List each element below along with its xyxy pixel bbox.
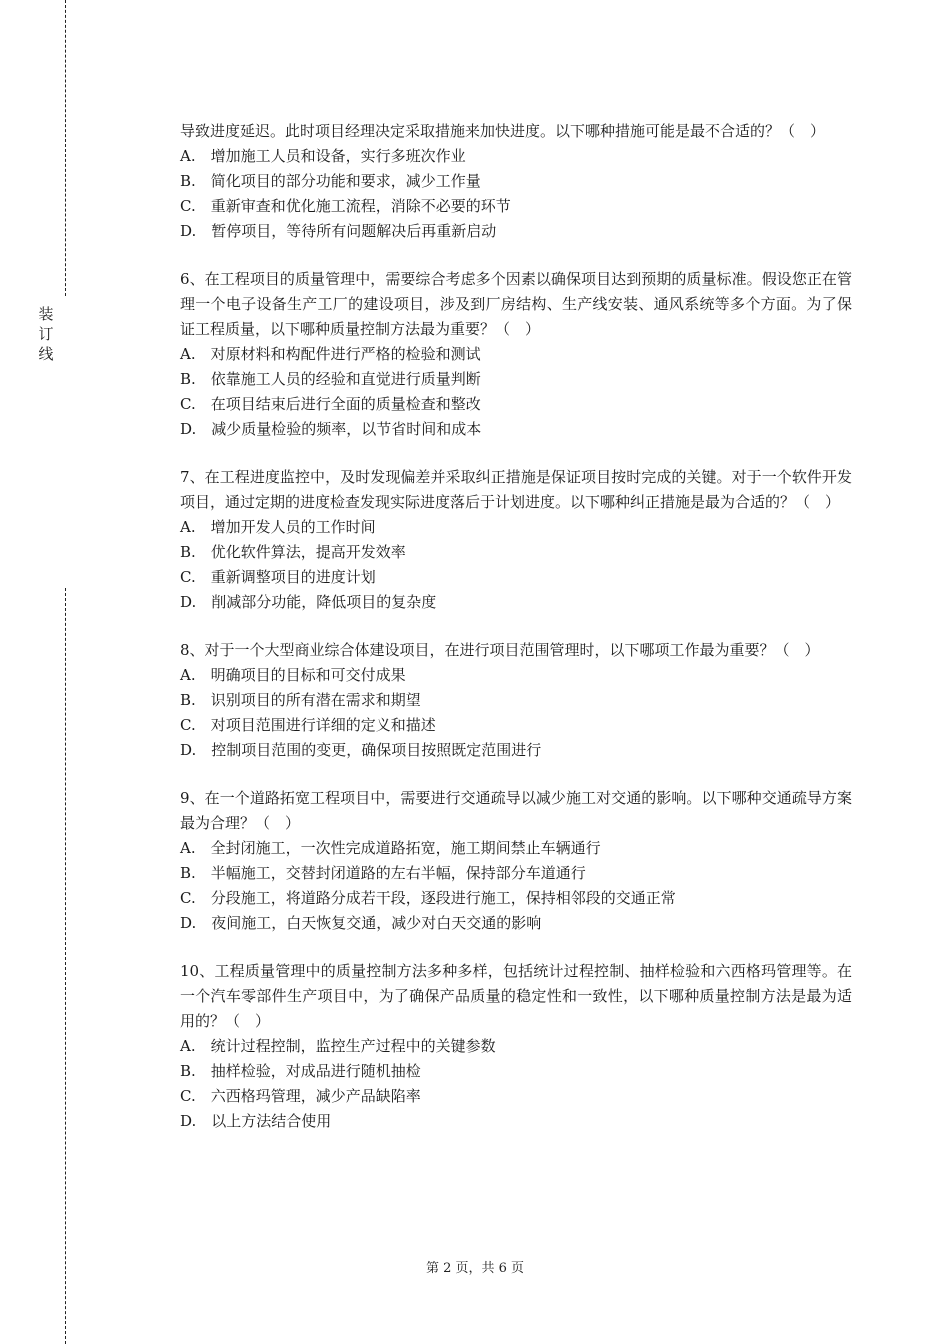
option-b: B. 依靠施工人员的经验和直觉进行质量判断 bbox=[180, 370, 481, 388]
option-a: A. 对原材料和构配件进行严格的检验和测试 bbox=[180, 345, 481, 363]
option-d: D. 暂停项目，等待所有问题解决后再重新启动 bbox=[180, 222, 497, 240]
question-9 bbox=[180, 786, 852, 936]
option-c: C. 六西格玛管理，减少产品缺陷率 bbox=[180, 1087, 421, 1105]
question-8 bbox=[180, 638, 852, 763]
question-text: 9、在一个道路拓宽工程项目中，需要进行交通疏导以减少施工对交通的影响。以下哪种交通疏导方案最为合理？（ ） bbox=[180, 789, 852, 832]
binding-label bbox=[36, 304, 56, 364]
option-a: A. 统计过程控制，监控生产过程中的关键参数 bbox=[180, 1037, 496, 1055]
question-text: 8、对于一个大型商业综合体建设项目，在进行项目范围管理时，以下哪项工作最为重要？（ ） bbox=[180, 641, 820, 659]
question-5-continued bbox=[180, 119, 852, 244]
option-d: D. 控制项目范围的变更，确保项目按照既定范围进行 bbox=[180, 741, 542, 759]
option-c: C. 重新审查和优化施工流程，消除不必要的环节 bbox=[180, 197, 511, 215]
option-d: D. 以上方法结合使用 bbox=[180, 1112, 332, 1130]
option-d: D. 减少质量检验的频率，以节省时间和成本 bbox=[180, 420, 482, 438]
option-a: A. 明确项目的目标和可交付成果 bbox=[180, 666, 406, 684]
question-list bbox=[180, 119, 852, 1157]
binding-label-char: 线 bbox=[38, 345, 54, 363]
option-b: B. 简化项目的部分功能和要求，减少工作量 bbox=[180, 172, 481, 190]
page-number: 第 2 页，共 6 页 bbox=[425, 1261, 525, 1276]
option-a: A. 全封闭施工，一次性完成道路拓宽，施工期间禁止车辆通行 bbox=[180, 839, 601, 857]
question-7 bbox=[180, 465, 852, 615]
question-text: 6、在工程项目的质量管理中，需要综合考虑多个因素以确保项目达到预期的质量标准。假设您正在管理一个电子设备生产工厂的建设项目，涉及到厂房结构、生产线安装、通风系统等多个方面。为了保证工程质量，以下哪种质量控制方法最为重要？（ ） bbox=[180, 270, 852, 338]
option-a: A. 增加施工人员和设备，实行多班次作业 bbox=[180, 147, 466, 165]
option-b: B. 半幅施工，交替封闭道路的左右半幅，保持部分车道通行 bbox=[180, 864, 586, 882]
option-c: C. 在项目结束后进行全面的质量检查和整改 bbox=[180, 395, 481, 413]
question-text: 导致进度延迟。此时项目经理决定采取措施来加快进度。以下哪种措施可能是最不合适的？（ ） bbox=[180, 122, 826, 140]
option-b: B. 优化软件算法，提高开发效率 bbox=[180, 543, 406, 561]
binding-label-char: 订 bbox=[38, 325, 54, 343]
question-text: 10、工程质量管理中的质量控制方法多种多样，包括统计过程控制、抽样检验和六西格玛管理等。在一个汽车零部件生产项目中，为了确保产品质量的稳定性和一致性，以下哪种质量控制方法是最为适用的？（ ） bbox=[180, 962, 852, 1030]
option-a: A. 增加开发人员的工作时间 bbox=[180, 518, 376, 536]
binding-line-top bbox=[65, 0, 66, 296]
option-c: C. 对项目范围进行详细的定义和描述 bbox=[180, 716, 436, 734]
option-d: D. 削减部分功能，降低项目的复杂度 bbox=[180, 593, 437, 611]
question-10 bbox=[180, 959, 852, 1134]
question-6 bbox=[180, 267, 852, 442]
question-text: 7、在工程进度监控中，及时发现偏差并采取纠正措施是保证项目按时完成的关键。对于一个软件开发项目，通过定期的进度检查发现实际进度落后于计划进度。以下哪种纠正措施是最为合适的？（ ） bbox=[180, 468, 852, 511]
binding-label-char: 装 bbox=[38, 305, 54, 323]
option-b: B. 识别项目的所有潜在需求和期望 bbox=[180, 691, 421, 709]
option-c: C. 重新调整项目的进度计划 bbox=[180, 568, 376, 586]
binding-line-bottom bbox=[65, 588, 66, 1344]
option-c: C. 分段施工，将道路分成若干段，逐段进行施工，保持相邻段的交通正常 bbox=[180, 889, 676, 907]
option-d: D. 夜间施工，白天恢复交通，减少对白天交通的影响 bbox=[180, 914, 542, 932]
option-b: B. 抽样检验，对成品进行随机抽检 bbox=[180, 1062, 421, 1080]
